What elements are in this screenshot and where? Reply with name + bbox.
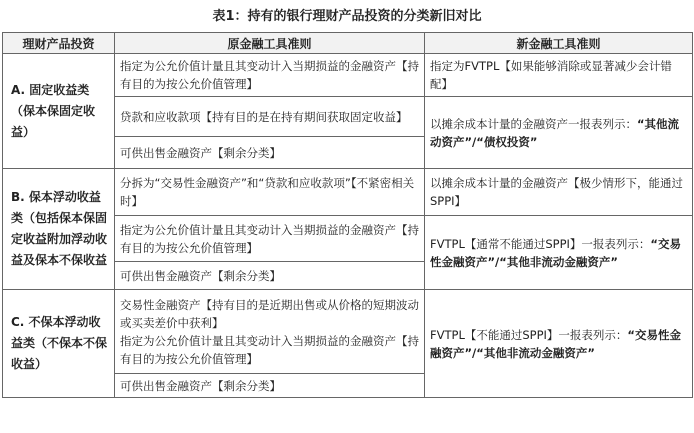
table-title: 表1：持有的银行理财产品投资的分类新旧对比 xyxy=(212,9,482,24)
cell-b-old-3: 可供出售金融资产【剩余分类】 xyxy=(115,262,425,290)
cell-c-old-3: 可供出售金融资产【剩余分类】 xyxy=(115,374,425,398)
cell-a-old-2: 贷款和应收款项【持有目的是在持有期间获取固定收益】 xyxy=(115,97,425,137)
header-old-standard: 原金融工具准则 xyxy=(115,33,425,54)
cell-b-new-2 xyxy=(425,216,693,290)
cell-c-old-1a: 交易性金融资产【持有目的是近期出售或从价格的短期波动或买卖差价中获利】 xyxy=(120,297,419,330)
cell-b-old-2: 指定为公允价值计量且其变动计入当期损益的金融资产【持有目的为按公允价值管理】 xyxy=(115,216,425,262)
cell-c-old-1 xyxy=(115,290,425,374)
cell-b-old-1: 分拆为“交易性金融资产”和“贷款和应收款项”【不紧密相关时】 xyxy=(115,169,425,216)
comparison-table xyxy=(2,32,693,398)
category-b: B. 保本浮动收益类（包括保本保固定收益附加浮动收益及保本不保收益 xyxy=(3,169,115,290)
cell-c-old-1b: 指定为公允价值计量且其变动计入当期损益的金融资产【持有目的为按公允价值管理】 xyxy=(120,333,419,366)
cell-a-old-1: 指定为公允价值计量且其变动计入当期损益的金融资产【持有目的为按公允价值管理】 xyxy=(115,54,425,97)
category-a: A. 固定收益类（保本保固定收益） xyxy=(3,54,115,169)
cell-b-new-2-bold: “交易性金融资产”/“其他非流动金融资产” xyxy=(430,236,681,269)
header-row xyxy=(3,33,693,54)
cell-c-new xyxy=(425,290,693,398)
cell-a-new-2 xyxy=(425,97,693,169)
table-row xyxy=(3,54,693,97)
header-category: 理财产品投资 xyxy=(3,33,115,54)
header-new-standard: 新金融工具准则 xyxy=(425,33,693,54)
cell-a-new-1: 指定为FVTPL【如果能够消除或显著减少会计错配】 xyxy=(425,54,693,97)
table-row xyxy=(3,290,693,374)
cell-a-new-2-text: 以摊余成本计量的金融资产一报表列示： xyxy=(430,116,637,131)
cell-b-new-2-text: FVTPL【通常不能通过SPPI】一报表列示： xyxy=(430,236,651,251)
cell-a-old-3: 可供出售金融资产【剩余分类】 xyxy=(115,137,425,169)
table-row xyxy=(3,169,693,216)
cell-a-new-2-bold: “其他流动资产”/“债权投资” xyxy=(430,116,680,149)
cell-c-new-text: FVTPL【不能通过SPPI】一报表列示： xyxy=(430,327,628,342)
category-c: C. 不保本浮动收益类（不保本不保收益） xyxy=(3,290,115,398)
cell-b-new-1: 以摊余成本计量的金融资产【极少情形下，能通过SPPI】 xyxy=(425,169,693,216)
cell-c-new-bold: “交易性金融资产”/“其他非流动金融资产” xyxy=(430,327,681,360)
